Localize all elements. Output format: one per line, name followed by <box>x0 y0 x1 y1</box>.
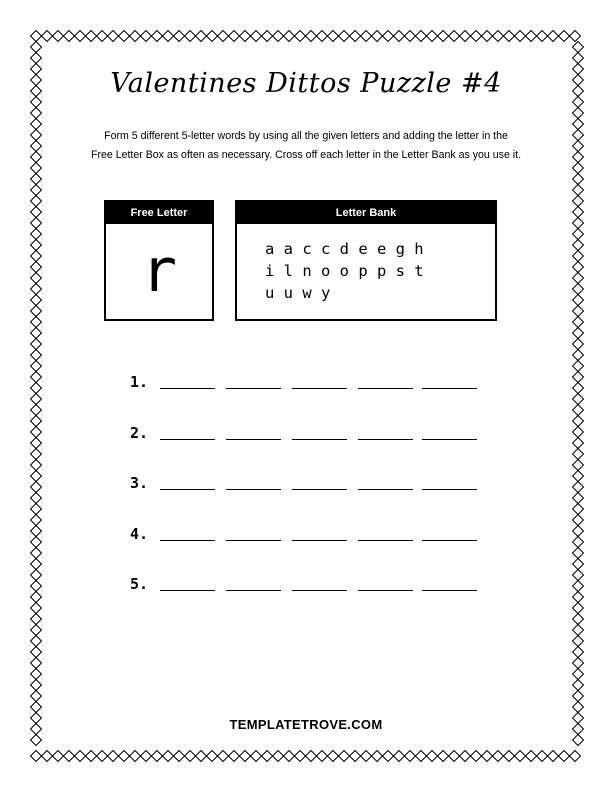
border-diamond <box>405 751 416 762</box>
border-diamond <box>493 31 504 42</box>
border-diamond <box>573 350 584 361</box>
border-diamond <box>31 504 42 515</box>
border-diamond <box>31 603 42 614</box>
border-diamond <box>31 614 42 625</box>
border-diamond <box>86 31 97 42</box>
border-diamond <box>31 636 42 647</box>
border-diamond <box>573 174 584 185</box>
border-diamond <box>573 636 584 647</box>
border-diamond <box>482 31 493 42</box>
answer-number: 1. <box>130 373 149 391</box>
border-diamond <box>240 751 251 762</box>
answer-blank[interactable] <box>160 489 215 490</box>
border-diamond <box>31 559 42 570</box>
border-diamond <box>350 751 361 762</box>
border-diamond <box>130 31 141 42</box>
border-diamond <box>537 31 548 42</box>
border-diamond <box>31 515 42 526</box>
border-diamond <box>31 350 42 361</box>
answer-blank[interactable] <box>292 590 347 591</box>
border-diamond <box>218 31 229 42</box>
border-diamond <box>31 196 42 207</box>
border-diamond <box>97 31 108 42</box>
border-diamond <box>449 31 460 42</box>
border-diamond <box>328 31 339 42</box>
border-diamond <box>573 284 584 295</box>
border-diamond <box>295 31 306 42</box>
border-diamond <box>31 735 42 746</box>
letter-bank-header: Letter Bank <box>237 202 495 224</box>
border-diamond <box>504 751 515 762</box>
answer-blank[interactable] <box>358 439 413 440</box>
border-diamond <box>108 31 119 42</box>
answer-blank[interactable] <box>292 439 347 440</box>
border-diamond <box>31 680 42 691</box>
border-diamond <box>573 449 584 460</box>
border-diamond <box>573 460 584 471</box>
answer-blank[interactable] <box>358 540 413 541</box>
border-diamond <box>438 31 449 42</box>
border-diamond <box>573 548 584 559</box>
border-diamond <box>42 31 53 42</box>
border-diamond <box>573 372 584 383</box>
border-diamond <box>394 31 405 42</box>
answer-blank[interactable] <box>226 439 281 440</box>
border-diamond <box>573 438 584 449</box>
border-diamond <box>86 751 97 762</box>
border-diamond <box>31 141 42 152</box>
border-diamond <box>460 751 471 762</box>
border-diamond <box>196 31 207 42</box>
border-diamond <box>471 31 482 42</box>
answer-blank[interactable] <box>160 540 215 541</box>
border-diamond <box>573 218 584 229</box>
border-diamond <box>31 119 42 130</box>
border-diamond <box>31 537 42 548</box>
border-diamond <box>573 515 584 526</box>
border-diamond <box>573 482 584 493</box>
border-diamond <box>31 130 42 141</box>
answer-blank[interactable] <box>226 590 281 591</box>
answer-blank[interactable] <box>160 590 215 591</box>
border-diamond <box>361 751 372 762</box>
answer-blank[interactable] <box>422 489 477 490</box>
letter-bank-row: i l n o o p p s t <box>265 262 424 280</box>
border-diamond <box>218 751 229 762</box>
border-diamond <box>573 152 584 163</box>
border-diamond <box>196 751 207 762</box>
border-diamond <box>141 31 152 42</box>
border-diamond <box>251 751 262 762</box>
border-diamond <box>427 31 438 42</box>
border-diamond <box>31 647 42 658</box>
border-diamond <box>573 471 584 482</box>
border-diamond <box>573 108 584 119</box>
border-diamond <box>31 240 42 251</box>
border-diamond <box>31 471 42 482</box>
border-diamond <box>339 751 350 762</box>
border-diamond <box>573 207 584 218</box>
border-diamond <box>31 669 42 680</box>
border-diamond <box>31 185 42 196</box>
border-diamond <box>174 31 185 42</box>
border-diamond <box>240 31 251 42</box>
border-diamond <box>350 31 361 42</box>
border-diamond <box>31 53 42 64</box>
answer-blank[interactable] <box>422 590 477 591</box>
border-diamond <box>416 751 427 762</box>
border-diamond <box>284 751 295 762</box>
border-diamond <box>573 119 584 130</box>
answer-blank[interactable] <box>358 590 413 591</box>
border-diamond <box>163 31 174 42</box>
border-diamond <box>262 31 273 42</box>
border-diamond <box>53 751 64 762</box>
border-diamond <box>31 207 42 218</box>
border-diamond <box>573 691 584 702</box>
border-diamond <box>383 31 394 42</box>
border-diamond <box>405 31 416 42</box>
border-diamond <box>573 493 584 504</box>
free-letter-box <box>104 200 214 321</box>
border-diamond <box>449 751 460 762</box>
border-diamond <box>31 31 42 42</box>
border-diamond <box>317 31 328 42</box>
border-diamond <box>152 751 163 762</box>
answer-number: 3. <box>130 474 149 492</box>
border-diamond <box>31 273 42 284</box>
border-diamond <box>284 31 295 42</box>
border-diamond <box>573 537 584 548</box>
border-diamond <box>163 751 174 762</box>
border-diamond <box>573 141 584 152</box>
border-diamond <box>570 751 581 762</box>
border-diamond <box>573 559 584 570</box>
answer-blank[interactable] <box>358 388 413 389</box>
letter-bank-row: a a c c d e e g h <box>265 240 424 258</box>
answer-blank[interactable] <box>226 388 281 389</box>
border-diamond <box>31 163 42 174</box>
border-diamond <box>573 240 584 251</box>
border-diamond <box>573 394 584 405</box>
border-diamond <box>64 751 75 762</box>
border-diamond <box>31 317 42 328</box>
border-diamond <box>31 42 42 53</box>
border-diamond <box>573 592 584 603</box>
border-diamond <box>471 751 482 762</box>
border-diamond <box>438 751 449 762</box>
border-diamond <box>548 751 559 762</box>
border-diamond <box>573 130 584 141</box>
border-diamond <box>31 625 42 636</box>
border-diamond <box>31 328 42 339</box>
answer-blank[interactable] <box>160 388 215 389</box>
border-diamond <box>482 751 493 762</box>
border-diamond <box>31 383 42 394</box>
border-diamond <box>573 196 584 207</box>
border-diamond <box>573 328 584 339</box>
border-diamond <box>570 31 581 42</box>
border-diamond <box>31 361 42 372</box>
answer-blank[interactable] <box>160 439 215 440</box>
border-diamond <box>31 405 42 416</box>
border-diamond <box>119 751 130 762</box>
border-diamond <box>130 751 141 762</box>
border-diamond <box>31 438 42 449</box>
border-diamond <box>573 383 584 394</box>
border-diamond <box>31 262 42 273</box>
border-diamond <box>31 416 42 427</box>
letter-bank-letters <box>237 224 495 304</box>
border-diamond <box>119 31 130 42</box>
border-diamond <box>573 680 584 691</box>
border-diamond <box>31 339 42 350</box>
border-diamond <box>31 658 42 669</box>
border-diamond <box>31 460 42 471</box>
answer-blank[interactable] <box>422 540 477 541</box>
border-diamond <box>559 31 570 42</box>
border-diamond <box>64 31 75 42</box>
border-diamond <box>42 751 53 762</box>
border-diamond <box>361 31 372 42</box>
border-diamond <box>185 751 196 762</box>
border-diamond <box>53 31 64 42</box>
border-diamond <box>31 284 42 295</box>
border-diamond <box>31 482 42 493</box>
border-diamond <box>31 372 42 383</box>
border-diamond <box>141 751 152 762</box>
border-diamond <box>31 751 42 762</box>
border-diamond <box>537 751 548 762</box>
border-diamond <box>548 31 559 42</box>
border-diamond <box>152 31 163 42</box>
border-diamond <box>31 394 42 405</box>
letter-bank-box <box>235 200 497 321</box>
border-diamond <box>31 691 42 702</box>
border-diamond <box>573 251 584 262</box>
border-diamond <box>573 273 584 284</box>
border-diamond <box>31 251 42 262</box>
answer-blank[interactable] <box>226 489 281 490</box>
border-diamond <box>207 31 218 42</box>
border-diamond <box>75 751 86 762</box>
border-diamond <box>31 493 42 504</box>
answer-number: 2. <box>130 424 149 442</box>
page-title: Valentines Dittos Puzzle #4 <box>110 68 502 99</box>
border-diamond <box>573 669 584 680</box>
answer-number: 4. <box>130 525 149 543</box>
border-diamond <box>295 751 306 762</box>
border-diamond <box>174 751 185 762</box>
border-diamond <box>573 185 584 196</box>
border-diamond <box>251 31 262 42</box>
border-diamond <box>573 625 584 636</box>
border-diamond <box>262 751 273 762</box>
border-diamond <box>573 702 584 713</box>
border-diamond <box>31 427 42 438</box>
border-diamond <box>515 31 526 42</box>
border-diamond <box>394 751 405 762</box>
free-letter-header: Free Letter <box>106 202 212 224</box>
border-diamond <box>573 581 584 592</box>
border-diamond <box>229 31 240 42</box>
border-diamond <box>573 295 584 306</box>
border-diamond <box>573 306 584 317</box>
border-diamond <box>328 751 339 762</box>
border-diamond <box>372 751 383 762</box>
border-diamond <box>573 262 584 273</box>
border-diamond <box>573 317 584 328</box>
border-diamond <box>97 751 108 762</box>
border-diamond <box>573 570 584 581</box>
instructions <box>70 127 542 165</box>
border-diamond <box>573 163 584 174</box>
border-diamond <box>573 229 584 240</box>
border-diamond <box>573 361 584 372</box>
answer-blank[interactable] <box>292 489 347 490</box>
border-diamond <box>573 526 584 537</box>
border-diamond <box>31 174 42 185</box>
border-diamond <box>31 229 42 240</box>
border-diamond <box>339 31 350 42</box>
border-diamond <box>229 751 240 762</box>
free-letter: r <box>140 236 178 306</box>
border-diamond <box>31 548 42 559</box>
border-diamond <box>573 339 584 350</box>
border-diamond <box>573 427 584 438</box>
border-diamond <box>515 751 526 762</box>
border-diamond <box>383 751 394 762</box>
border-diamond <box>31 570 42 581</box>
border-diamond <box>504 31 515 42</box>
border-diamond <box>573 53 584 64</box>
border-diamond <box>573 504 584 515</box>
answer-blank[interactable] <box>358 489 413 490</box>
instructions-line-2: Free Letter Box as often as necessary. Cross off each letter in the Letter Bank as you use it. <box>90 149 522 161</box>
border-diamond <box>207 751 218 762</box>
border-diamond <box>31 449 42 460</box>
border-diamond <box>306 751 317 762</box>
border-diamond <box>416 31 427 42</box>
border-diamond <box>31 295 42 306</box>
answer-blank[interactable] <box>226 540 281 541</box>
border-diamond <box>31 526 42 537</box>
border-diamond <box>31 108 42 119</box>
border-diamond <box>460 31 471 42</box>
border-diamond <box>573 735 584 746</box>
border-diamond <box>493 751 504 762</box>
answer-blank[interactable] <box>422 439 477 440</box>
border-diamond <box>573 658 584 669</box>
border-diamond <box>185 31 196 42</box>
site-footer: TEMPLATETROVE.COM <box>229 717 383 732</box>
border-diamond <box>573 614 584 625</box>
border-diamond <box>427 751 438 762</box>
answer-number: 5. <box>130 575 149 593</box>
border-diamond <box>75 31 86 42</box>
border-diamond <box>31 152 42 163</box>
border-diamond <box>273 31 284 42</box>
answer-blank[interactable] <box>292 540 347 541</box>
instructions-line-1: Form 5 different 5-letter words by using all the given letters and adding the letter in the <box>104 130 508 142</box>
letter-bank-row: u u w y <box>265 284 331 302</box>
border-diamond <box>31 581 42 592</box>
border-diamond <box>573 603 584 614</box>
border-diamond <box>31 218 42 229</box>
border-diamond <box>372 31 383 42</box>
border-diamond <box>31 306 42 317</box>
border-diamond <box>273 751 284 762</box>
border-diamond <box>526 751 537 762</box>
border-diamond <box>317 751 328 762</box>
border-diamond <box>526 31 537 42</box>
border-diamond <box>108 751 119 762</box>
border-diamond <box>306 31 317 42</box>
border-diamond <box>573 647 584 658</box>
border-diamond <box>573 416 584 427</box>
border-diamond <box>573 42 584 53</box>
border-diamond <box>559 751 570 762</box>
answer-blank[interactable] <box>422 388 477 389</box>
border-diamond <box>31 592 42 603</box>
border-diamond <box>31 702 42 713</box>
answer-blank[interactable] <box>292 388 347 389</box>
border-diamond <box>573 405 584 416</box>
